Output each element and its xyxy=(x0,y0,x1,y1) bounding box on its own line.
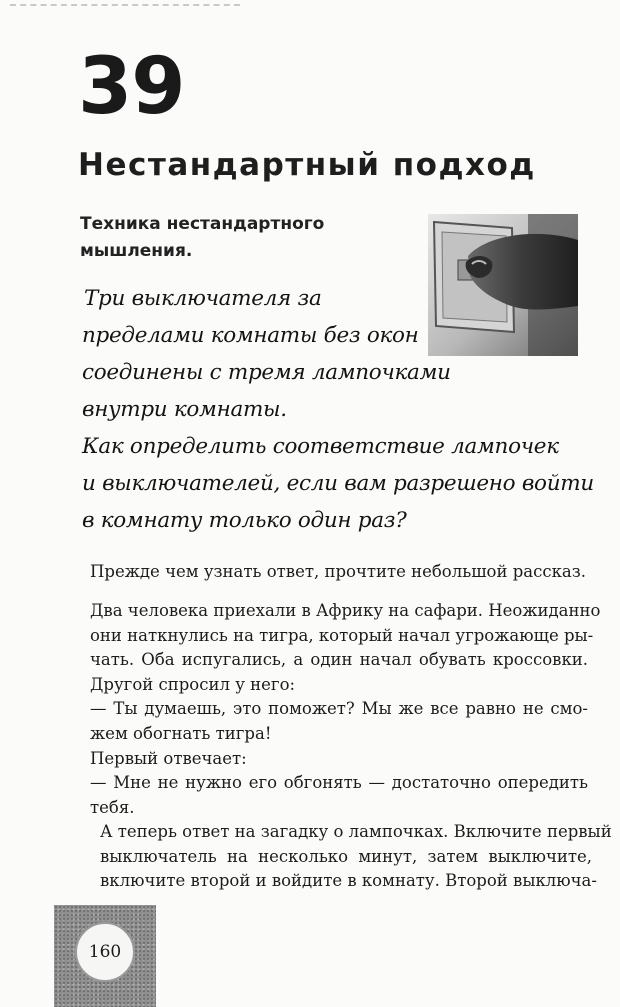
page-number-badge xyxy=(75,922,135,982)
puzzle-line: соединены с тремя лампочками xyxy=(82,360,451,385)
story-line: тебя. xyxy=(90,797,135,817)
answer-line: А теперь ответ на загадку о лампочках. Включите первый xyxy=(100,822,612,841)
puzzle-line: Как определить соответствие лампочек xyxy=(82,434,559,459)
chapter-title: Нестандартный подход xyxy=(78,147,536,183)
chapter-number: 39 xyxy=(78,42,185,132)
answer-line: выключатель на несколько минут, затем выключите, xyxy=(100,846,592,866)
story-line: Первый отвечает: xyxy=(90,748,247,768)
story-line: они наткнулись на тигра, который начал угрожающе ры- xyxy=(90,625,594,645)
puzzle-text xyxy=(82,280,594,539)
answer-paragraph xyxy=(100,820,612,894)
puzzle-line: в комнату только один раз? xyxy=(82,508,407,533)
subtitle-line: Техника нестандартного xyxy=(80,214,325,234)
puzzle-line: Три выключателя за xyxy=(84,286,322,311)
story-line: Другой спросил у него: xyxy=(90,674,296,694)
story-line: Два человека приехали в Африку на сафари. Неожиданно xyxy=(90,601,601,620)
chapter-subtitle xyxy=(80,211,330,265)
story-paragraph xyxy=(90,599,601,820)
story-line: жем обогнать тигра! xyxy=(90,723,272,743)
answer-line: включите второй и войдите в комнату. Второй выключа- xyxy=(100,871,597,891)
top-rule xyxy=(10,4,240,8)
puzzle-line: внутри комнаты. xyxy=(82,397,287,422)
intro-paragraph: Прежде чем узнать ответ, прочтите небольшой рассказ. xyxy=(90,562,586,581)
story-line: — Мне не нужно его обгонять — достаточно опередить xyxy=(90,773,588,793)
page-number: 160 xyxy=(88,942,122,962)
story-line: — Ты думаешь, это поможет? Мы же все равно не смо- xyxy=(90,699,588,719)
subtitle-line: мышления. xyxy=(80,241,193,261)
story-line: чать. Оба испугались, а один начал обувать кроссовки. xyxy=(90,650,588,670)
puzzle-line: пределами комнаты без окон xyxy=(82,323,419,348)
puzzle-line: и выключателей, если вам разрешено войти xyxy=(82,471,594,496)
